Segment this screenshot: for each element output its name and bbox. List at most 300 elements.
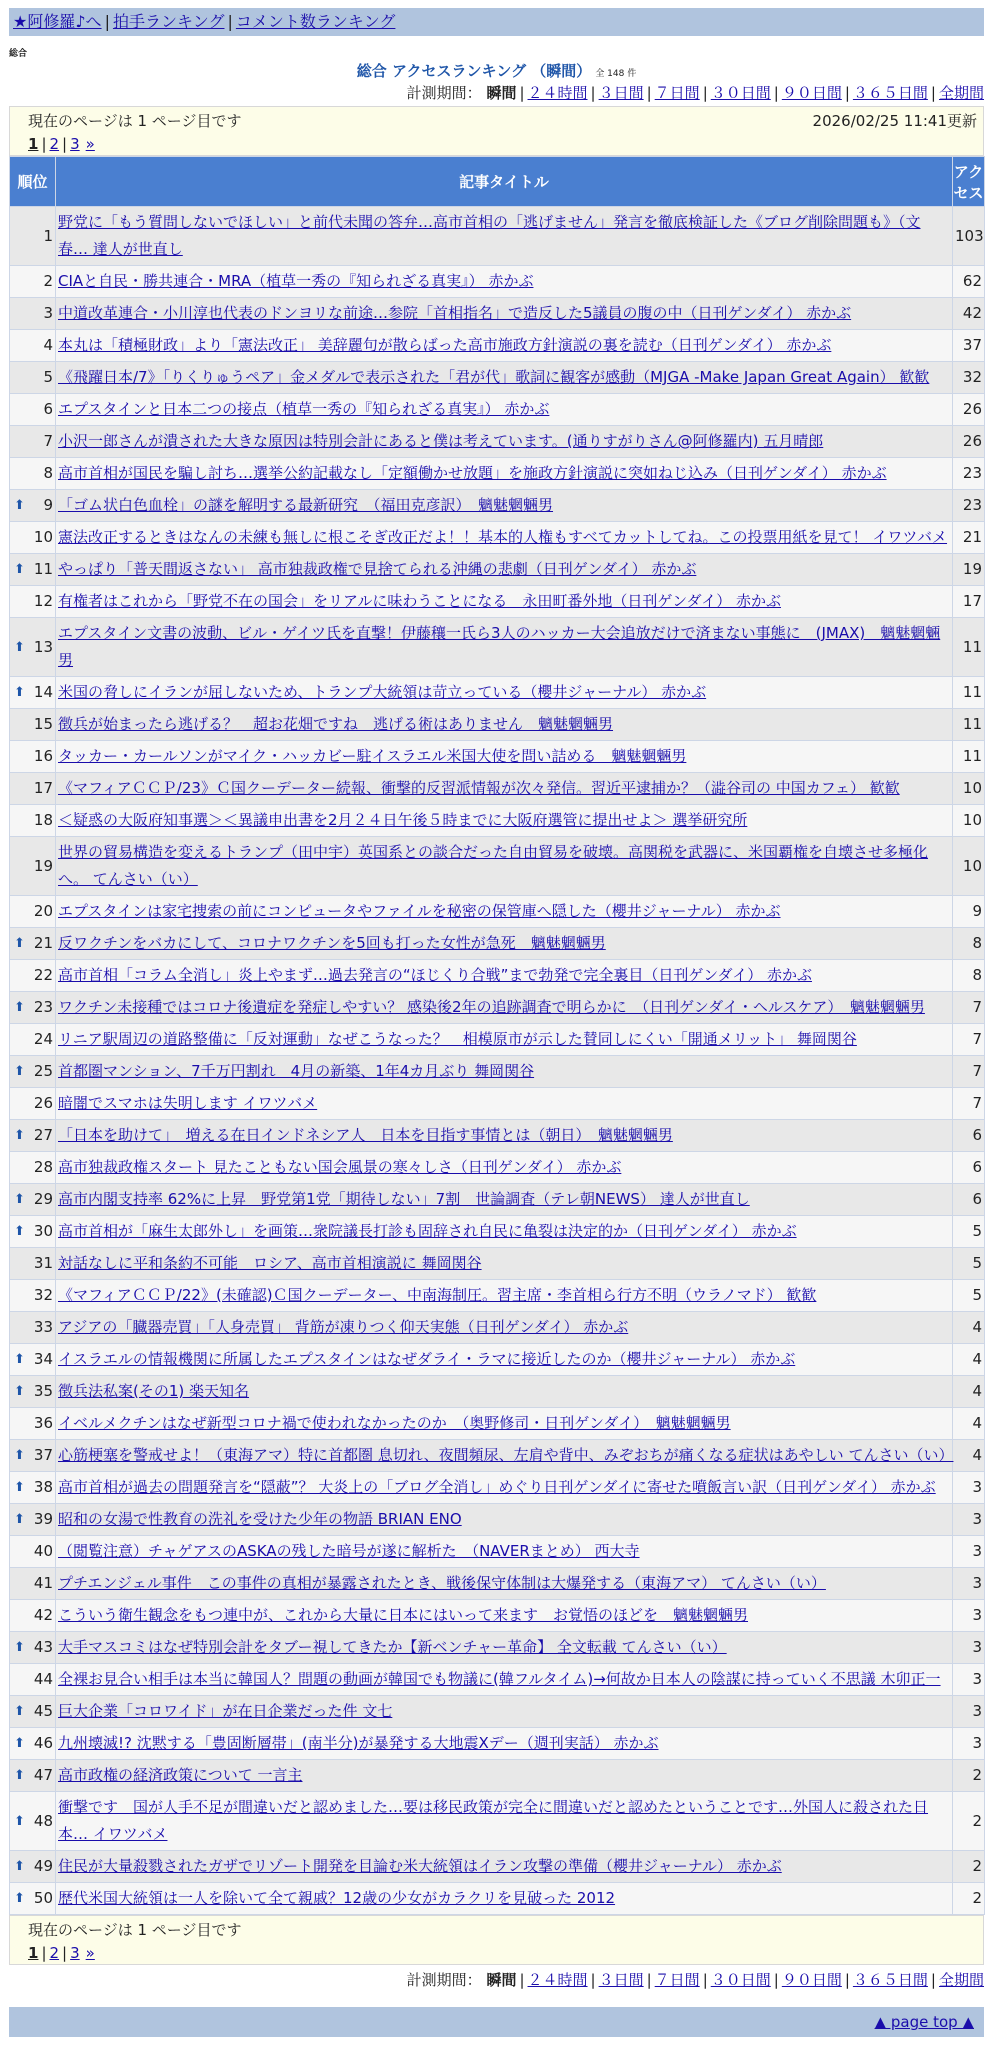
article-link[interactable]: 巨大企業「コロワイド」が在日企業だった件 文七 bbox=[58, 1702, 393, 1720]
article-link[interactable]: 九州壊滅!? 沈黙する「豊固断層帯」(南半分)が暴発する大地震Xデー（週刊実話） 赤かぶ bbox=[58, 1734, 659, 1752]
access-count: 4 bbox=[953, 1344, 985, 1376]
period-option[interactable]: ３０日間 bbox=[710, 1971, 771, 1989]
period-option[interactable]: ２４時間 bbox=[527, 1971, 588, 1989]
rank-number: 9 bbox=[43, 496, 53, 514]
clap-ranking-link[interactable]: 拍手ランキング bbox=[112, 12, 225, 31]
rank-number: 21 bbox=[33, 934, 53, 952]
rank-up-arrow-icon: ⬆ bbox=[14, 1224, 25, 1239]
access-count: 3 bbox=[953, 1600, 985, 1632]
page-top-link[interactable]: ▲ page top ▲ bbox=[874, 2013, 974, 2031]
title-cell bbox=[56, 960, 953, 992]
article-link[interactable]: アジアの「臓器売買」「人身売買」 背筋が凍りつく仰天実態（日刊ゲンダイ） 赤かぶ bbox=[58, 1318, 629, 1336]
title-cell bbox=[56, 1472, 953, 1504]
top-nav bbox=[9, 8, 984, 36]
rank-up-arrow-icon: ⬆ bbox=[14, 685, 25, 700]
period-option[interactable]: ７日間 bbox=[654, 1971, 700, 1989]
page-link[interactable]: 3 bbox=[70, 135, 80, 153]
rank-number: 34 bbox=[33, 1350, 53, 1368]
article-link[interactable]: エプスタインは家宅捜索の前にコンピュータやファイルを秘密の保管庫へ隠した（櫻井ジャーナル） 赤かぶ bbox=[58, 902, 781, 920]
article-link[interactable]: 心筋梗塞を警戒せよ！（東海アマ）特に首都圏 息切れ、夜間頻尿、左肩や背中、みぞおちが痛くなる症状はあやしい てんさい（い） bbox=[58, 1446, 954, 1464]
title-cell bbox=[56, 1760, 953, 1792]
rank-cell bbox=[10, 1851, 56, 1883]
rank-cell bbox=[10, 266, 56, 298]
rank-cell bbox=[10, 586, 56, 618]
period-option[interactable]: 全期間 bbox=[938, 84, 984, 102]
page-status: 現在のページは 1 ページ目です bbox=[28, 1921, 242, 1939]
rank-number: 6 bbox=[43, 400, 53, 418]
article-link[interactable]: 全裸お見合い相手は本当に韓国人？問題の動画が韓国でも物議に(韓フルタイム)→何故か日本人の陰謀に持っていく不思議 木卯正一 bbox=[58, 1670, 941, 1688]
section-tag: 総合 bbox=[9, 49, 28, 59]
title-cell bbox=[56, 1728, 953, 1760]
article-link[interactable]: エプスタイン文書の波動、ビル・ゲイツ氏を直撃！伊藤穰一氏ら3人のハッカー大会追放だけで済まない事態に (JMAX) 魑魅魍魎男 bbox=[58, 624, 941, 669]
rank-cell bbox=[10, 1120, 56, 1152]
access-count: 4 bbox=[953, 1408, 985, 1440]
rank-cell bbox=[10, 709, 56, 741]
ranking-body bbox=[10, 207, 985, 1915]
nav-separator: | bbox=[227, 12, 233, 31]
access-count: 10 bbox=[953, 773, 985, 805]
period-selector-top: 計測期間： 瞬間 | ２４時間 | ３日間 | ７日間 | ３０日間 | ９０日間 | ３６５日間 | 全期間 bbox=[406, 84, 984, 102]
access-count: 42 bbox=[953, 298, 985, 330]
rank-number: 18 bbox=[33, 811, 53, 829]
period-selector-bottom: 計測期間： 瞬間 | ２４時間 | ３日間 | ７日間 | ３０日間 | ９０日間 | ３６５日間 | 全期間 bbox=[406, 1971, 984, 1989]
access-count: 8 bbox=[953, 960, 985, 992]
table-row bbox=[10, 426, 985, 458]
article-link[interactable]: 中道改革連合・小川淳也代表のドンヨリな前途…参院「首相指名」で造反した5議員の腹の中（日刊ゲンダイ） 赤かぶ bbox=[58, 304, 852, 322]
next-page-link[interactable]: » bbox=[85, 135, 95, 153]
pagination-bottom: 現在のページは 1 ページ目です 1 | 2 | 3 » bbox=[9, 1915, 984, 1965]
rank-cell bbox=[10, 330, 56, 362]
table-row bbox=[10, 837, 985, 896]
table-row bbox=[10, 1632, 985, 1664]
next-page-link[interactable]: » bbox=[85, 1944, 95, 1962]
article-link[interactable]: 対話なしに平和条約不可能 ロシア、高市首相演説に 舞岡関谷 bbox=[58, 1254, 482, 1272]
rank-up-arrow-icon: ⬆ bbox=[14, 936, 25, 951]
title-cell bbox=[56, 1600, 953, 1632]
rank-up-arrow-icon: ⬆ bbox=[14, 1640, 25, 1655]
rank-up-arrow-icon: ⬆ bbox=[14, 1192, 25, 1207]
article-link[interactable]: 米国の脅しにイランが屈しないため、トランプ大統領は苛立っている（櫻井ジャーナル） 赤かぶ bbox=[58, 683, 707, 701]
title-cell bbox=[56, 1792, 953, 1851]
period-option[interactable]: ７日間 bbox=[654, 84, 700, 102]
period-option[interactable]: ３６５日間 bbox=[852, 1971, 928, 1989]
title-cell bbox=[56, 1056, 953, 1088]
title-cell bbox=[56, 1216, 953, 1248]
access-count: 32 bbox=[953, 362, 985, 394]
rank-number: 27 bbox=[33, 1126, 53, 1144]
rank-number: 26 bbox=[33, 1094, 53, 1112]
rank-number: 13 bbox=[33, 637, 53, 656]
title-cell bbox=[56, 1376, 953, 1408]
access-count: 10 bbox=[953, 837, 985, 896]
table-row bbox=[10, 1248, 985, 1280]
access-count: 11 bbox=[953, 741, 985, 773]
article-link[interactable]: ワクチン未接種ではコロナ後遺症を発症しやすい？ 感染後2年の追跡調査で明らかに （日刊ゲンダイ・ヘルスケア） 魑魅魍魎男 bbox=[58, 998, 925, 1016]
rank-number: 37 bbox=[33, 1446, 53, 1464]
table-row bbox=[10, 1472, 985, 1504]
rank-number: 25 bbox=[33, 1062, 53, 1080]
article-link[interactable]: 衝撃です 国が人手不足が間違いだと認めました…要は移民政策が完全に間違いだと認めたということです…外国人に殺された日本… イワツバメ bbox=[58, 1798, 929, 1843]
article-link[interactable]: 小沢一郎さんが潰された大きな原因は特別会計にあると僕は考えています。(通りすがりさん@阿修羅内) 五月晴郎 bbox=[58, 432, 824, 450]
rank-number: 28 bbox=[33, 1158, 53, 1176]
access-count: 6 bbox=[953, 1152, 985, 1184]
rank-cell bbox=[10, 1408, 56, 1440]
rank-up-arrow-icon: ⬆ bbox=[14, 1859, 25, 1874]
col-rank-header: 順位 bbox=[10, 157, 56, 207]
rank-up-arrow-icon: ⬆ bbox=[14, 1736, 25, 1751]
comment-ranking-link[interactable]: コメント数ランキング bbox=[235, 12, 396, 31]
article-link[interactable]: 暗闇でスマホは失明します イワツバメ bbox=[58, 1094, 318, 1112]
period-label: 計測期間： bbox=[406, 84, 482, 102]
access-count: 4 bbox=[953, 1440, 985, 1472]
period-current: 瞬間 bbox=[486, 84, 517, 102]
title-cell bbox=[56, 1312, 953, 1344]
rank-up-arrow-icon: ⬆ bbox=[14, 1000, 25, 1015]
rank-cell bbox=[10, 618, 56, 677]
title-cell bbox=[56, 1664, 953, 1696]
rank-number: 33 bbox=[33, 1318, 53, 1336]
pagination-top: 現在のページは 1 ページ目です 2026/02/25 11:41更新 1 | 2 | 3 » bbox=[9, 106, 984, 156]
page-link[interactable]: 3 bbox=[70, 1944, 80, 1962]
article-link[interactable]: 反ワクチンをバカにして、コロナワクチンを5回も打った女性が急死 魑魅魍魎男 bbox=[58, 934, 606, 952]
rank-cell bbox=[10, 1056, 56, 1088]
rank-cell bbox=[10, 1664, 56, 1696]
table-row bbox=[10, 677, 985, 709]
rank-cell bbox=[10, 928, 56, 960]
rank-number: 44 bbox=[33, 1670, 53, 1688]
article-link[interactable]: イベルメクチンはなぜ新型コロナ禍で使われなかったのか （奥野修司・日刊ゲンダイ） 魑魅魍魎男 bbox=[58, 1414, 731, 1432]
rank-cell bbox=[10, 1024, 56, 1056]
article-link[interactable]: 高市首相が「麻生太郎外し」を画策…衆院議長打診も固辞され自民に亀裂は決定的か（日刊ゲンダイ） 赤かぶ bbox=[58, 1222, 797, 1240]
rank-number: 20 bbox=[33, 902, 53, 920]
access-count: 3 bbox=[953, 1728, 985, 1760]
article-link[interactable]: イスラエルの情報機関に所属したエプスタインはなぜダライ・ラマに接近したのか（櫻井ジャーナル） 赤かぶ bbox=[58, 1350, 796, 1368]
table-row bbox=[10, 741, 985, 773]
article-link[interactable]: こういう衛生観念をもつ連中が、これから大量に日本にはいって来ます お覚悟のほどを 魑魅魍魎男 bbox=[58, 1606, 749, 1624]
article-link[interactable]: 有権者はこれから「野党不在の国会」をリアルに味わうことになる 永田町番外地（日刊ゲンダイ） 赤かぶ bbox=[58, 592, 781, 610]
article-link[interactable]: 「ゴム状白色血栓」の謎を解明する最新研究 （福田克彦訳） 魑魅魍魎男 bbox=[58, 496, 554, 514]
rank-number: 39 bbox=[33, 1510, 53, 1528]
title-cell bbox=[56, 586, 953, 618]
rank-up-arrow-icon: ⬆ bbox=[14, 1352, 25, 1367]
table-row bbox=[10, 522, 985, 554]
article-link[interactable]: タッカー・カールソンがマイク・ハッカビー駐イスラエル米国大使を問い詰める 魑魅魍魎男 bbox=[58, 747, 687, 765]
table-row bbox=[10, 1152, 985, 1184]
title-cell bbox=[56, 1408, 953, 1440]
rank-number: 22 bbox=[33, 966, 53, 984]
rank-number: 23 bbox=[33, 998, 53, 1016]
ranking-heading bbox=[9, 60, 984, 82]
article-link[interactable]: 本丸は「積極財政」より「憲法改正」 美辞麗句が散らばった高市施政方針演説の裏を読む（日刊ゲンダイ） 赤かぶ bbox=[58, 336, 832, 354]
rank-number: 29 bbox=[33, 1190, 53, 1208]
access-count: 2 bbox=[953, 1792, 985, 1851]
table-row bbox=[10, 1024, 985, 1056]
rank-cell bbox=[10, 298, 56, 330]
rank-cell bbox=[10, 1312, 56, 1344]
table-row bbox=[10, 1216, 985, 1248]
table-row bbox=[10, 928, 985, 960]
rank-number: 49 bbox=[33, 1857, 53, 1875]
article-link[interactable]: 「日本を助けて」 増える在日インドネシア人 日本を目指す事情とは（朝日） 魑魅魍魎男 bbox=[58, 1126, 673, 1144]
article-link[interactable]: 《マフィアＣＣＰ/23》Ｃ国クーデーター続報、衝撃的反習派情報が次々発信。習近平逮捕か？（澁谷司の 中国カフェ） 歓歓 bbox=[58, 779, 900, 797]
title-cell bbox=[56, 1024, 953, 1056]
article-link[interactable]: 高市首相が過去の問題発言を“隠蔽”？ 大炎上の「ブログ全消し」めぐり日刊ゲンダイに寄せた噴飯言い訳（日刊ゲンダイ） 赤かぶ bbox=[58, 1478, 936, 1496]
rank-cell bbox=[10, 1728, 56, 1760]
article-link[interactable]: 高市首相が国民を騙し討ち…選挙公約記載なし「定額働かせ放題」を施政方針演説に突如ねじ込み（日刊ゲンダイ） 赤かぶ bbox=[58, 464, 887, 482]
access-count: 3 bbox=[953, 1632, 985, 1664]
rank-cell bbox=[10, 1472, 56, 1504]
article-link[interactable]: 首都圏マンション、7千万円割れ 4月の新築、1年4カ月ぶり 舞岡関谷 bbox=[58, 1062, 535, 1080]
rank-number: 11 bbox=[33, 560, 53, 578]
access-count: 2 bbox=[953, 1851, 985, 1883]
table-row bbox=[10, 1344, 985, 1376]
article-link[interactable]: 徴兵が始まったら逃げる？ 超お花畑ですね 逃げる術はありません 魑魅魍魎男 bbox=[58, 715, 614, 733]
rank-number: 50 bbox=[33, 1889, 53, 1907]
title-cell bbox=[56, 1851, 953, 1883]
rank-cell bbox=[10, 207, 56, 266]
table-row bbox=[10, 1056, 985, 1088]
title-cell bbox=[56, 490, 953, 522]
rank-number: 38 bbox=[33, 1478, 53, 1496]
rank-number: 16 bbox=[33, 747, 53, 765]
current-page: 1 bbox=[28, 1944, 39, 1962]
title-cell bbox=[56, 1184, 953, 1216]
table-row bbox=[10, 1440, 985, 1472]
rank-number: 41 bbox=[33, 1574, 53, 1592]
rank-cell bbox=[10, 458, 56, 490]
access-count: 7 bbox=[953, 1088, 985, 1120]
rank-number: 12 bbox=[33, 592, 53, 610]
rank-cell bbox=[10, 1600, 56, 1632]
article-link[interactable]: 住民が大量殺戮されたガザでリゾート開発を目論む米大統領はイラン攻撃の準備（櫻井ジャーナル） 赤かぶ bbox=[58, 1857, 782, 1875]
access-count: 23 bbox=[953, 490, 985, 522]
period-option[interactable]: 全期間 bbox=[938, 1971, 984, 1989]
period-option[interactable]: ９０日間 bbox=[781, 84, 842, 102]
rank-cell bbox=[10, 1152, 56, 1184]
article-link[interactable]: 高市内閣支持率 62%に上昇 野党第1党「期待しない」7割 世論調査（テレ朝NEWS） 達人が世直し bbox=[58, 1190, 750, 1208]
period-option[interactable]: ９０日間 bbox=[781, 1971, 842, 1989]
title-cell bbox=[56, 1440, 953, 1472]
access-count: 6 bbox=[953, 1184, 985, 1216]
rank-cell bbox=[10, 960, 56, 992]
page-status: 現在のページは 1 ページ目です bbox=[28, 112, 242, 130]
title-cell bbox=[56, 618, 953, 677]
footer-nav bbox=[9, 2007, 984, 2037]
rank-cell bbox=[10, 394, 56, 426]
rank-number: 2 bbox=[43, 272, 53, 290]
rank-up-arrow-icon: ⬆ bbox=[14, 1768, 25, 1783]
table-row bbox=[10, 1312, 985, 1344]
article-link[interactable]: 昭和の女湯で性教育の洗礼を受けた少年の物語 BRIAN ENO bbox=[58, 1510, 462, 1528]
title-cell bbox=[56, 1696, 953, 1728]
access-count: 5 bbox=[953, 1216, 985, 1248]
title-cell bbox=[56, 362, 953, 394]
period-option[interactable]: ２４時間 bbox=[527, 84, 588, 102]
access-count: 2 bbox=[953, 1883, 985, 1915]
rank-cell bbox=[10, 1568, 56, 1600]
table-row bbox=[10, 266, 985, 298]
table-row bbox=[10, 1088, 985, 1120]
rank-cell bbox=[10, 1184, 56, 1216]
rank-cell bbox=[10, 741, 56, 773]
title-cell bbox=[56, 1536, 953, 1568]
rank-cell bbox=[10, 362, 56, 394]
rank-cell bbox=[10, 522, 56, 554]
article-link[interactable]: 歴代米国大統領は一人を除いて全て親戚？12歳の少女がカラクリを見破った 2012 bbox=[58, 1889, 616, 1907]
page-link[interactable]: 2 bbox=[49, 135, 60, 153]
access-count: 6 bbox=[953, 1120, 985, 1152]
table-row bbox=[10, 773, 985, 805]
period-option[interactable]: ３日間 bbox=[598, 1971, 644, 1989]
table-row bbox=[10, 207, 985, 266]
table-row bbox=[10, 1568, 985, 1600]
period-option[interactable]: ３日間 bbox=[598, 84, 644, 102]
access-count: 2 bbox=[953, 1760, 985, 1792]
access-count: 17 bbox=[953, 586, 985, 618]
access-count: 3 bbox=[953, 1504, 985, 1536]
access-count: 37 bbox=[953, 330, 985, 362]
rank-up-arrow-icon: ⬆ bbox=[14, 1384, 25, 1399]
table-row bbox=[10, 490, 985, 522]
rank-cell bbox=[10, 1088, 56, 1120]
article-link[interactable]: 憲法改正するときはなんの未練も無しに根こそぎ改正だよ！！基本的人権もすべてカットしてね。この投票用紙を見て！ イワツバメ bbox=[58, 528, 948, 546]
article-link[interactable]: 《マフィアＣＣＰ/22》(未確認)Ｃ国クーデーター、中南海制圧。習主席・李首相ら行方不明（ウラノマド） 歓歓 bbox=[58, 1286, 817, 1304]
title-cell bbox=[56, 298, 953, 330]
rank-number: 8 bbox=[43, 464, 53, 482]
table-row bbox=[10, 1600, 985, 1632]
article-link[interactable]: 高市首相「コラム全消し」炎上やまず…過去発言の“ほじくり合戦”まで勃発で完全裏目（日刊ゲンダイ） 赤かぶ bbox=[58, 966, 812, 984]
table-row bbox=[10, 1696, 985, 1728]
article-link[interactable]: リニア駅周辺の道路整備に「反対運動」なぜこうなった？ 相模原市が示した賛同しにくい「開通メリット」 舞岡関谷 bbox=[58, 1030, 857, 1048]
article-link[interactable]: 徴兵法私案(その1) 楽天知名 bbox=[58, 1382, 250, 1400]
access-count: 26 bbox=[953, 426, 985, 458]
table-row bbox=[10, 1184, 985, 1216]
access-count: 3 bbox=[953, 1472, 985, 1504]
title-cell bbox=[56, 805, 953, 837]
article-link[interactable]: （閲覧注意）チャゲアスのASKAの残した暗号が遂に解析た （NAVERまとめ） 西大寺 bbox=[58, 1542, 640, 1560]
ranking-table bbox=[9, 156, 985, 1915]
table-row bbox=[10, 554, 985, 586]
rank-up-arrow-icon: ⬆ bbox=[14, 1813, 25, 1829]
table-row bbox=[10, 1280, 985, 1312]
rank-up-arrow-icon: ⬆ bbox=[14, 639, 25, 655]
rank-cell bbox=[10, 490, 56, 522]
title-cell bbox=[56, 1504, 953, 1536]
article-link[interactable]: エプスタインと日本二つの接点（植草一秀の『知られざる真実』） 赤かぶ bbox=[58, 400, 550, 418]
table-row bbox=[10, 1851, 985, 1883]
rank-number: 1 bbox=[43, 226, 53, 245]
table-row bbox=[10, 1376, 985, 1408]
table-row bbox=[10, 1792, 985, 1851]
access-count: 21 bbox=[953, 522, 985, 554]
table-row bbox=[10, 1120, 985, 1152]
table-row bbox=[10, 709, 985, 741]
article-link[interactable]: 高市政権の経済政策について 一言主 bbox=[58, 1766, 303, 1784]
title-cell bbox=[56, 1568, 953, 1600]
access-count: 4 bbox=[953, 1376, 985, 1408]
access-count: 5 bbox=[953, 1248, 985, 1280]
access-count: 3 bbox=[953, 1696, 985, 1728]
period-option[interactable]: ３６５日間 bbox=[852, 84, 928, 102]
article-link[interactable]: やっぱり「普天間返さない」 高市独裁政権で見捨てられる沖縄の悲劇（日刊ゲンダイ） 赤かぶ bbox=[58, 560, 697, 578]
table-row bbox=[10, 458, 985, 490]
title-cell bbox=[56, 1120, 953, 1152]
rank-cell bbox=[10, 805, 56, 837]
article-link[interactable]: 野党に「もう質問しないでほしい」と前代未聞の答弁…高市首相の「逃げません」発言を徹底検証した《ブログ削除問題も》（文春… 達人が世直し bbox=[58, 213, 921, 258]
rank-cell bbox=[10, 1632, 56, 1664]
rank-cell bbox=[10, 1504, 56, 1536]
table-row bbox=[10, 586, 985, 618]
rank-number: 3 bbox=[43, 304, 53, 322]
page-link[interactable]: 2 bbox=[49, 1944, 60, 1962]
table-row bbox=[10, 1536, 985, 1568]
rank-cell bbox=[10, 1216, 56, 1248]
article-link[interactable]: プチエンジェル事件 この事件の真相が暴露されたとき、戦後保守体制は大爆発する（東海アマ） てんさい（い） bbox=[58, 1574, 826, 1592]
title-cell bbox=[56, 1280, 953, 1312]
table-row bbox=[10, 960, 985, 992]
article-link[interactable]: 大手マスコミはなぜ特別会計をタブー視してきたか【新ベンチャー革命】 全文転載 てんさい（い） bbox=[58, 1638, 727, 1656]
rank-cell bbox=[10, 1696, 56, 1728]
article-link[interactable]: 《飛躍日本/7》「りくりゅうペア」金メダルで表示された「君が代」歌詞に観客が感動（MJGA -Make Japan Great Again） 歓歓 bbox=[58, 368, 930, 386]
article-link[interactable]: CIAと自民・勝共連合・MRA（植草一秀の『知られざる真実』） 赤かぶ bbox=[58, 272, 534, 290]
title-cell bbox=[56, 1152, 953, 1184]
access-count: 3 bbox=[953, 1536, 985, 1568]
rank-number: 47 bbox=[33, 1766, 53, 1784]
title-cell bbox=[56, 1248, 953, 1280]
updated-timestamp: 2026/02/25 11:41更新 bbox=[812, 112, 977, 130]
access-count: 7 bbox=[953, 1056, 985, 1088]
access-count: 19 bbox=[953, 554, 985, 586]
title-cell bbox=[56, 330, 953, 362]
title-cell bbox=[56, 837, 953, 896]
article-link[interactable]: 高市独裁政権スタート 見たこともない国会風景の寒々しさ（日刊ゲンダイ） 赤かぶ bbox=[58, 1158, 622, 1176]
article-link[interactable]: 世界の貿易構造を変えるトランプ（田中宇）英国系との談合だった自由貿易を破壊。高関税を武器に、米国覇権を自壊させ多極化へ。 てんさい（い） bbox=[58, 843, 929, 888]
rank-number: 36 bbox=[33, 1414, 53, 1432]
rank-number: 46 bbox=[33, 1734, 53, 1752]
access-count: 9 bbox=[953, 896, 985, 928]
rank-number: 32 bbox=[33, 1286, 53, 1304]
rank-up-arrow-icon: ⬆ bbox=[14, 1704, 25, 1719]
period-option[interactable]: ３０日間 bbox=[710, 84, 771, 102]
rank-number: 43 bbox=[33, 1638, 53, 1656]
rank-cell bbox=[10, 1440, 56, 1472]
access-count: 23 bbox=[953, 458, 985, 490]
rank-number: 4 bbox=[43, 336, 53, 354]
access-count: 7 bbox=[953, 1024, 985, 1056]
access-count: 26 bbox=[953, 394, 985, 426]
rank-number: 17 bbox=[33, 779, 53, 797]
rank-number: 48 bbox=[33, 1811, 53, 1830]
rank-number: 15 bbox=[33, 715, 53, 733]
rank-number: 45 bbox=[33, 1702, 53, 1720]
home-link[interactable]: ★阿修羅♪へ bbox=[13, 12, 102, 31]
rank-number: 42 bbox=[33, 1606, 53, 1624]
title-cell bbox=[56, 266, 953, 298]
article-link[interactable]: ＜疑惑の大阪府知事選＞＜異議申出書を2月２４日午後５時までに大阪府選管に提出せよ＞ 選挙研究所 bbox=[58, 811, 748, 829]
title-cell bbox=[56, 522, 953, 554]
access-count: 4 bbox=[953, 1312, 985, 1344]
rank-up-arrow-icon: ⬆ bbox=[14, 1480, 25, 1495]
page-title: 総合 アクセスランキング （瞬間） bbox=[356, 62, 592, 80]
access-count: 3 bbox=[953, 1568, 985, 1600]
rank-cell bbox=[10, 1280, 56, 1312]
access-count: 7 bbox=[953, 992, 985, 1024]
table-row bbox=[10, 1728, 985, 1760]
table-row bbox=[10, 992, 985, 1024]
access-count: 62 bbox=[953, 266, 985, 298]
title-cell bbox=[56, 709, 953, 741]
title-cell bbox=[56, 773, 953, 805]
